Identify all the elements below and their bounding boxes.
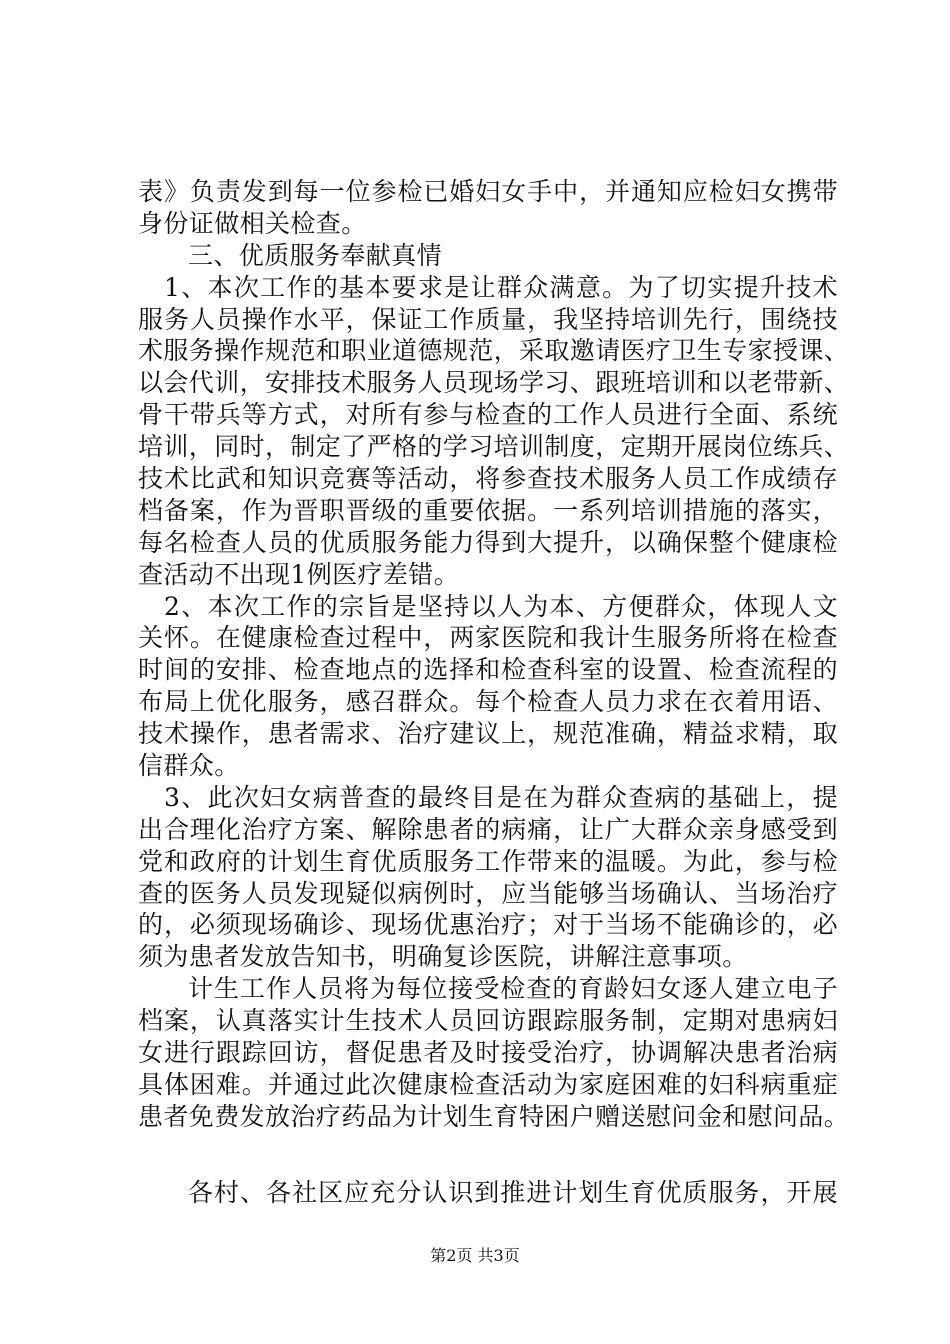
text-line: 以会代训，安排技术服务人员现场学习、跟班培训和以老带新、	[138, 368, 850, 398]
text-line: 党和政府的计划生育优质服务工作带来的温暖。为此，参与检	[138, 846, 838, 876]
text-line: 档案，认真落实计生技术人员回访跟踪服务制，定期对患病妇	[138, 1006, 838, 1036]
text-line: 布局上优化服务，感召群众。每个检查人员力求在衣着用语、	[138, 687, 838, 717]
text-line: 出合理化治疗方案、解除患者的病痛，让广大群众亲身感受到	[138, 814, 838, 844]
text-line: 服务人员操作水平，保证工作质量，我坚持培训先行，围绕技	[138, 304, 838, 334]
text-line: 培训，同时，制定了严格的学习培训制度，定期开展岗位练兵、	[138, 432, 850, 462]
text-line: 患者免费发放治疗药品为计划生育特困户赠送慰问金和慰问品。	[138, 1101, 850, 1131]
text-line: 关怀。在健康检查过程中，两家医院和我计生服务所将在检查	[138, 623, 838, 653]
text-line: 身份证做相关检查。	[138, 208, 367, 238]
text-line: 2、本次工作的宗旨是坚持以人为本、方便群众，体现人文	[164, 591, 838, 621]
text-line: 须为患者发放告知书，明确复诊医院，讲解注意事项。	[138, 942, 748, 972]
text-line: 3、此次妇女病普查的最终目是在为群众查病的基础上，提	[164, 782, 838, 812]
text-line: 1、本次工作的基本要求是让群众满意。为了切实提升技术	[164, 272, 838, 302]
text-line: 信群众。	[138, 751, 240, 781]
text-line: 技术操作，患者需求、治疗建议上，规范准确，精益求精，取	[138, 719, 838, 749]
text-line-final: 各村、各社区应充分认识到推进计划生育优质服务，开展	[188, 1177, 838, 1207]
text-line: 档备案，作为晋职晋级的重要依据。一系列培训措施的落实，	[138, 495, 838, 525]
text-line: 查活动不出现1例医疗差错。	[138, 559, 460, 589]
page-footer: 第2页 共3页	[430, 1246, 520, 1265]
text-line: 查的医务人员发现疑似病例时，应当能够当场确认、当场治疗	[138, 878, 838, 908]
text-line: 每名检查人员的优质服务能力得到大提升，以确保整个健康检	[138, 527, 838, 557]
text-line: 女进行跟踪回访，督促患者及时接受治疗，协调解决患者治病	[138, 1038, 838, 1068]
text-line: 术服务操作规范和职业道德规范，采取邀请医疗卫生专家授课、	[138, 336, 850, 366]
text-line: 三、优质服务奉献真情	[188, 240, 443, 270]
text-line: 计生工作人员将为每位接受检查的育龄妇女逐人建立电子	[188, 974, 838, 1004]
text-line: 的，必须现场确诊、现场优惠治疗；对于当场不能确诊的，必	[138, 910, 838, 940]
text-line: 时间的安排、检查地点的选择和检查科室的设置、检查流程的	[138, 655, 838, 685]
document-body	[138, 176, 850, 1209]
text-line: 表》负责发到每一位参检已婚妇女手中，并通知应检妇女携带	[138, 177, 838, 206]
paragraph-gap	[138, 1133, 838, 1177]
text-line: 骨干带兵等方式，对所有参与检查的工作人员进行全面、系统	[138, 400, 838, 430]
text-line: 具体困难。并通过此次健康检查活动为家庭困难的妇科病重症	[138, 1069, 838, 1099]
text-line: 技术比武和知识竞赛等活动，将参查技术服务人员工作成绩存	[138, 464, 838, 494]
